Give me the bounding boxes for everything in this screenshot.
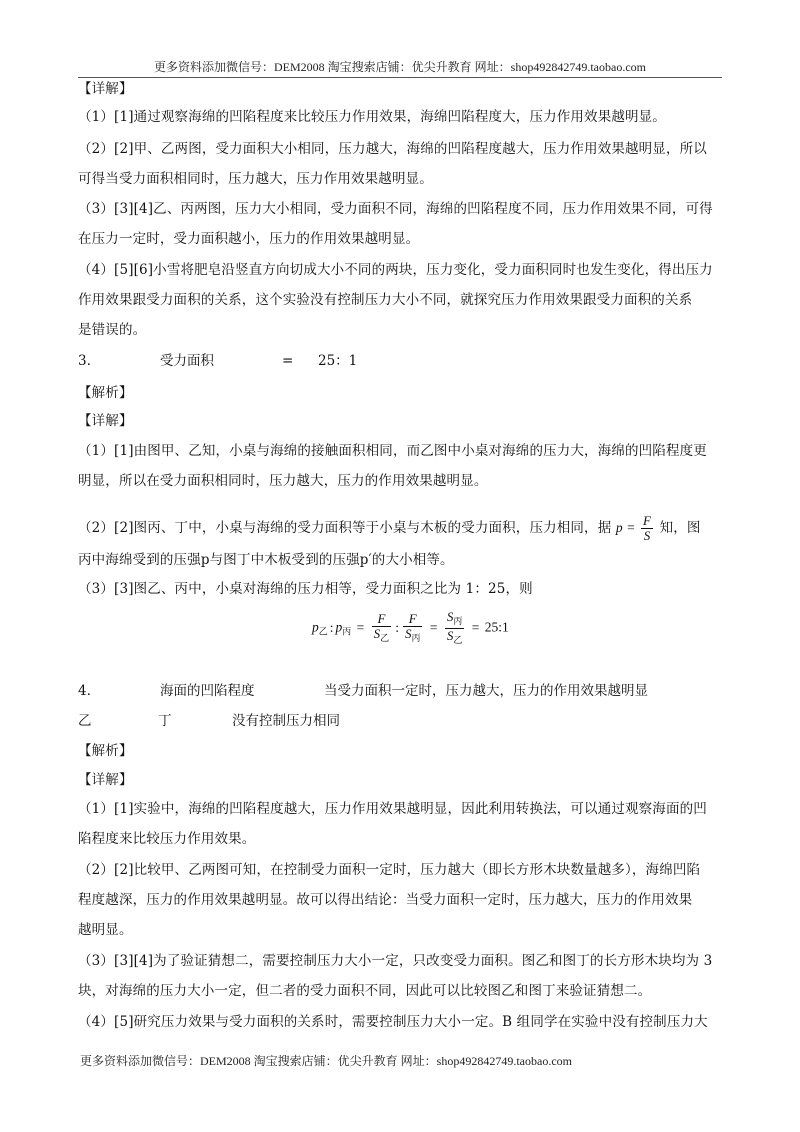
section-label-jiexi: 【解析】 <box>78 743 133 759</box>
page-footer: 更多资料添加微信号：DEM2008 淘宝搜索店铺：优尖升教育 网址：shop492842749.taobao.com <box>80 1054 572 1068</box>
text-line: （3）[3]图乙、丙中，小桌对海绵的压力相等，受力面积之比为 1：25，则 <box>78 581 533 597</box>
text-line: 是错误的。 <box>78 322 147 338</box>
section-label-xiangjie: 【详解】 <box>78 772 133 788</box>
text-line: （3）[3][4]乙、丙两图，压力大小相同，受力面积不同，海绵的凹陷程度不同，压力作用效果不同，可得 <box>78 201 713 217</box>
text-line: （2）[2]比较甲、乙两图可知，在控制受力面积一定时，压力越大（即长方形木块数量越多），海绵凹陷 <box>78 862 701 878</box>
ratio-equation: $p_乙$ : $p_丙$ = $\frac{F}{S_乙}$ : $\frac{F}{S_丙}$ = $\frac{S_丙}{S_乙}$ = 25:1 <box>312 609 509 645</box>
text-line: 程度越深，压力的作用效果越明显。故可以得出结论：当受力面积一定时，压力越大，压力的作用效果 <box>78 892 693 908</box>
header-divider <box>78 77 722 78</box>
text-line: （4）[5]研究压力效果与受力面积的关系时，需要控制压力大小一定。B 组同学在实验中没有控制压力大 <box>78 1014 708 1030</box>
text-line: 越明显。 <box>78 922 133 938</box>
answer-blank: 当受力面积一定时，压力越大，压力的作用效果越明显 <box>324 683 648 699</box>
text-line: （1）[1]通过观察海绵的凹陷程度来比较压力作用效果，海绵凹陷程度大，压力作用效果越明显。 <box>78 109 666 125</box>
answer-blank: 受力面积 <box>160 353 214 369</box>
question-number: 3． <box>78 353 101 369</box>
text-line: （1）[1]实验中，海绵的凹陷程度越大，压力作用效果越明显，因此利用转换法，可以通过观察海面的凹 <box>78 801 707 817</box>
text-segment: 知，图 <box>659 520 701 536</box>
text-line: 在压力一定时，受力面积越小，压力的作用效果越明显。 <box>78 231 420 247</box>
text-line: 陷程度来比较压力作用效果。 <box>78 831 256 847</box>
text-line: （2）[2]甲、乙两图，受力面积大小相同，压力越大，海绵的凹陷程度越大，压力作用效果越明显，所以 <box>78 141 707 157</box>
page-header: 更多资料添加微信号：DEM2008 淘宝搜索店铺：优尖升教育 网址：shop492842749.taobao.com <box>154 60 646 74</box>
text-line: 丙中海绵受到的压强p与图丁中木板受到的压强p′的大小相等。 <box>78 552 454 568</box>
fraction-F-over-S: $\frac{F}{S}$ <box>643 513 652 543</box>
text-line: （1）[1]由图甲、乙知，小桌与海绵的接触面积相同，而乙图中小桌对海绵的压力大，海绵的凹陷程度更 <box>78 443 707 459</box>
text-line: 明显，所以在受力面积相同时，压力越大，压力的作用效果越明显。 <box>78 473 488 489</box>
answer-blank: 乙 <box>78 713 92 729</box>
text-line: 可得当受力面积相同时，压力越大，压力作用效果越明显。 <box>78 171 433 187</box>
answer-blank: 25：1 <box>318 353 358 369</box>
answer-blank: 丁 <box>158 713 172 729</box>
text-line: 作用效果跟受力面积的关系，这个实验没有控制压力大小不同，就探究压力作用效果跟受力面积的关系 <box>78 292 693 308</box>
text-line: 块，对海绵的压力大小一定，但二者的受力面积不同，因此可以比较图乙和图丁来验证猜想二。 <box>78 983 652 999</box>
text-line: （3）[3][4]为了验证猜想二，需要控制压力大小一定，只改变受力面积。图乙和图丁的长方形木块均为 3 <box>78 953 713 969</box>
text-line-with-formula: （2）[2]图丙、丁中，小桌与海绵的受力面积等于小桌与木板的受力面积，压力相同，据 p = $\frac{F}{S}$ 知，图 <box>78 513 701 543</box>
formula-p: p <box>615 520 623 535</box>
answer-blank: 没有控制压力相同 <box>232 713 340 729</box>
answer-blank: 海面的凹陷程度 <box>160 683 255 699</box>
section-label-xiangjie: 【详解】 <box>78 413 133 429</box>
text-segment: （2）[2]图丙、丁中，小桌与海绵的受力面积等于小桌与木板的受力面积，压力相同，据 <box>78 520 612 536</box>
section-label-xiangjie: 【详解】 <box>78 81 133 97</box>
text-line: （4）[5][6]小雪将肥皂沿竖直方向切成大小不同的两块，压力变化，受力面积同时也发生变化，得出压力 <box>78 262 713 278</box>
section-label-jiexi: 【解析】 <box>78 385 133 401</box>
question-number: 4． <box>78 683 101 699</box>
answer-blank: = <box>282 353 294 369</box>
